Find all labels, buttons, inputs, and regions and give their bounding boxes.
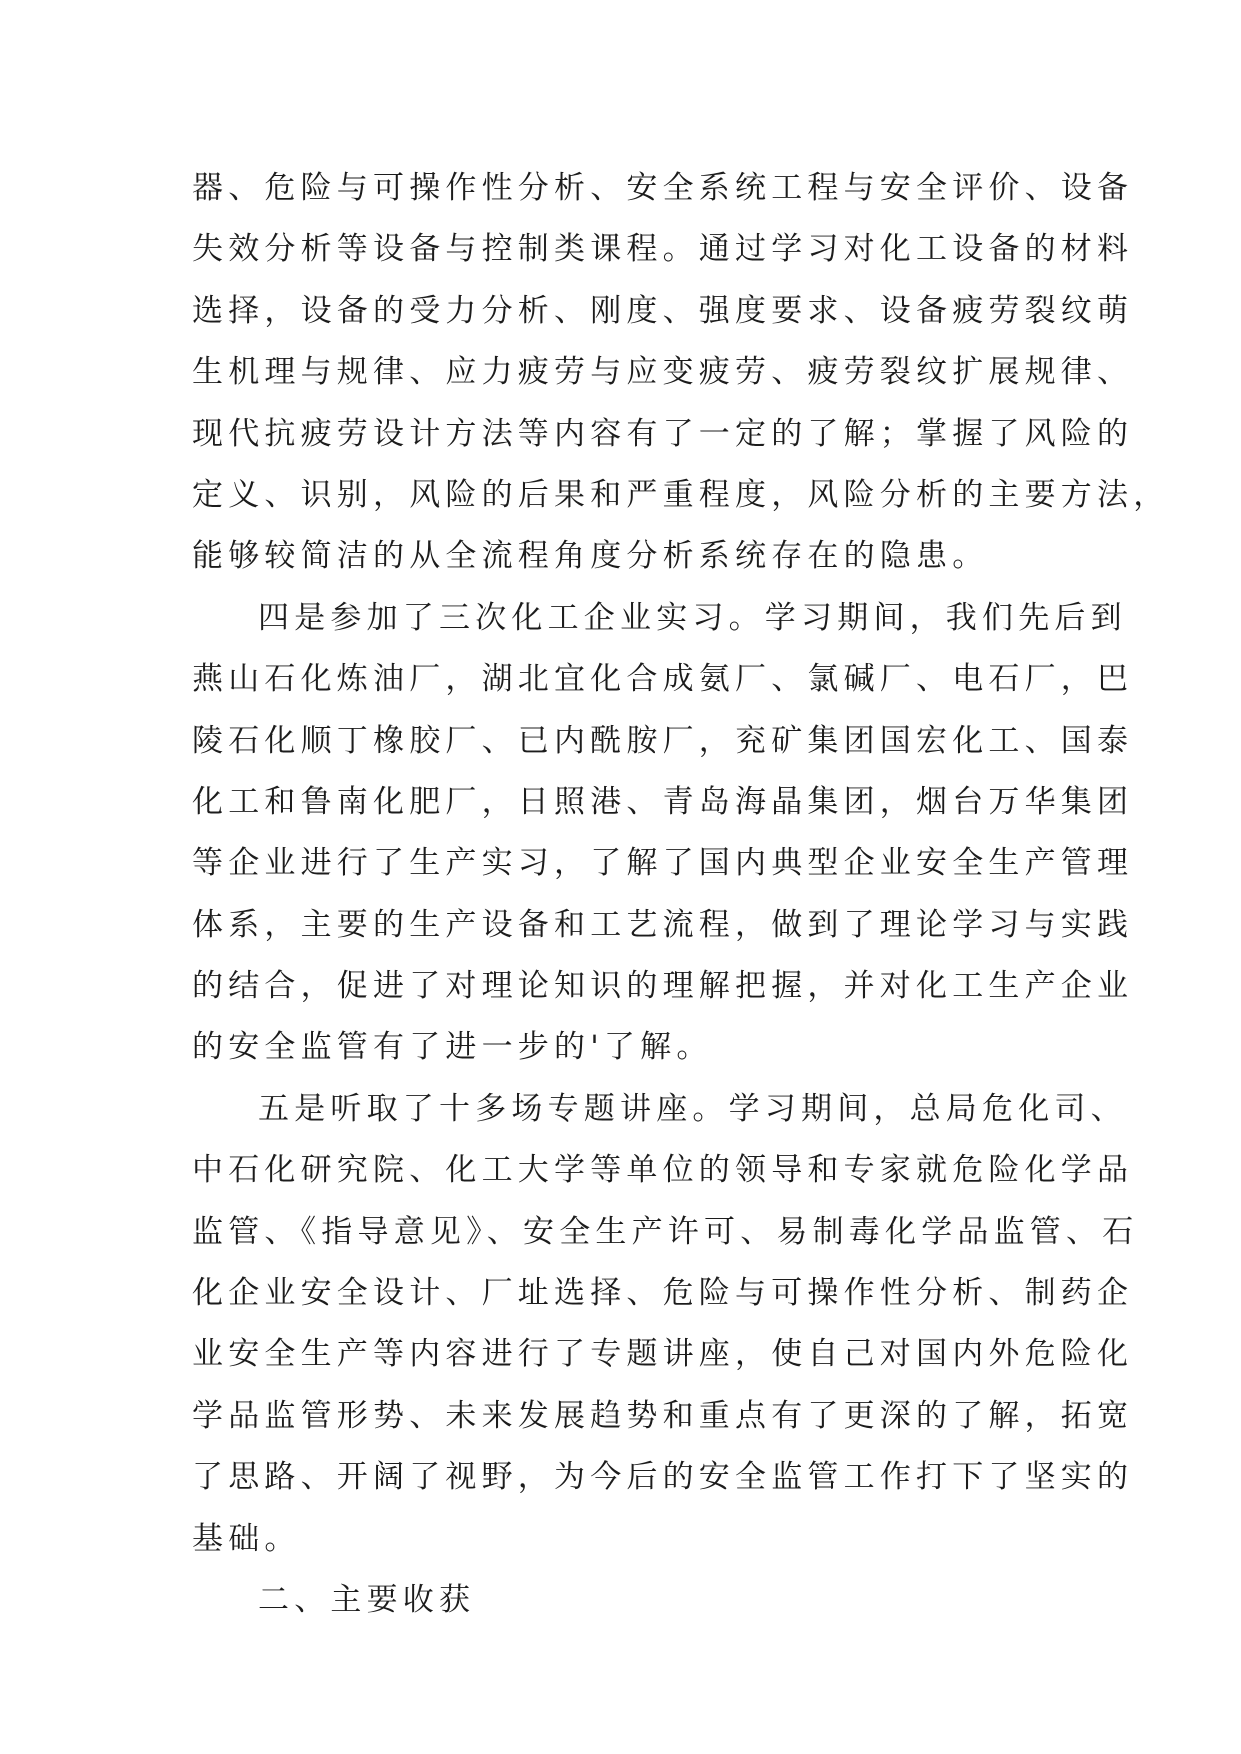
body-line: 监管、《指导意见》、安全生产许可、易制毒化学品监管、石 bbox=[192, 1213, 1139, 1250]
section-heading: 二、主要收获 bbox=[258, 1581, 476, 1618]
document-body bbox=[192, 158, 1170, 1631]
body-line: 的安全监管有了进一步的'了解。 bbox=[192, 1029, 713, 1066]
body-line: 中石化研究院、化工大学等单位的领导和专家就危险化学品 bbox=[192, 1152, 1134, 1189]
body-line: 学品监管形势、未来发展趋势和重点有了更深的了解，拓宽 bbox=[192, 1397, 1134, 1434]
body-line: 能够较简洁的从全流程角度分析系统存在的隐患。 bbox=[192, 538, 989, 575]
body-line: 生机理与规律、应力疲劳与应变疲劳、疲劳裂纹扩展规律、 bbox=[192, 354, 1134, 391]
body-line: 失效分析等设备与控制类课程。通过学习对化工设备的材料 bbox=[192, 231, 1134, 268]
body-line: 陵石化顺丁橡胶厂、已内酰胺厂，兖矿集团国宏化工、国泰 bbox=[192, 722, 1134, 759]
body-line: 了思路、开阔了视野，为今后的安全监管工作打下了坚实的 bbox=[192, 1459, 1134, 1496]
body-line: 等企业进行了生产实习，了解了国内典型企业安全生产管理 bbox=[192, 845, 1134, 882]
body-line: 选择，设备的受力分析、刚度、强度要求、设备疲劳裂纹萌 bbox=[192, 292, 1134, 329]
body-line: 的结合，促进了对理论知识的理解把握，并对化工生产企业 bbox=[192, 968, 1134, 1005]
body-line: 器、危险与可操作性分析、安全系统工程与安全评价、设备 bbox=[192, 170, 1134, 206]
paragraph-start-line: 四是参加了三次化工企业实习。学习期间，我们先后到 bbox=[258, 599, 1127, 636]
body-line: 定义、识别，风险的后果和严重程度，风险分析的主要方法， bbox=[192, 476, 1170, 513]
body-line: 体系，主要的生产设备和工艺流程，做到了理论学习与实践 bbox=[192, 906, 1134, 943]
body-line: 业安全生产等内容进行了专题讲座，使自己对国内外危险化 bbox=[192, 1336, 1134, 1373]
body-line: 化工和鲁南化肥厂，日照港、青岛海晶集团，烟台万华集团 bbox=[192, 783, 1134, 820]
paragraph-start-line: 五是听取了十多场专题讲座。学习期间，总局危化司、 bbox=[258, 1090, 1127, 1127]
body-line: 现代抗疲劳设计方法等内容有了一定的了解；掌握了风险的 bbox=[192, 415, 1134, 452]
body-line: 化企业安全设计、厂址选择、危险与可操作性分析、制药企 bbox=[192, 1275, 1134, 1312]
body-line: 燕山石化炼油厂，湖北宜化合成氨厂、氯碱厂、电石厂，巴 bbox=[192, 661, 1134, 698]
body-line: 基础。 bbox=[192, 1520, 301, 1557]
